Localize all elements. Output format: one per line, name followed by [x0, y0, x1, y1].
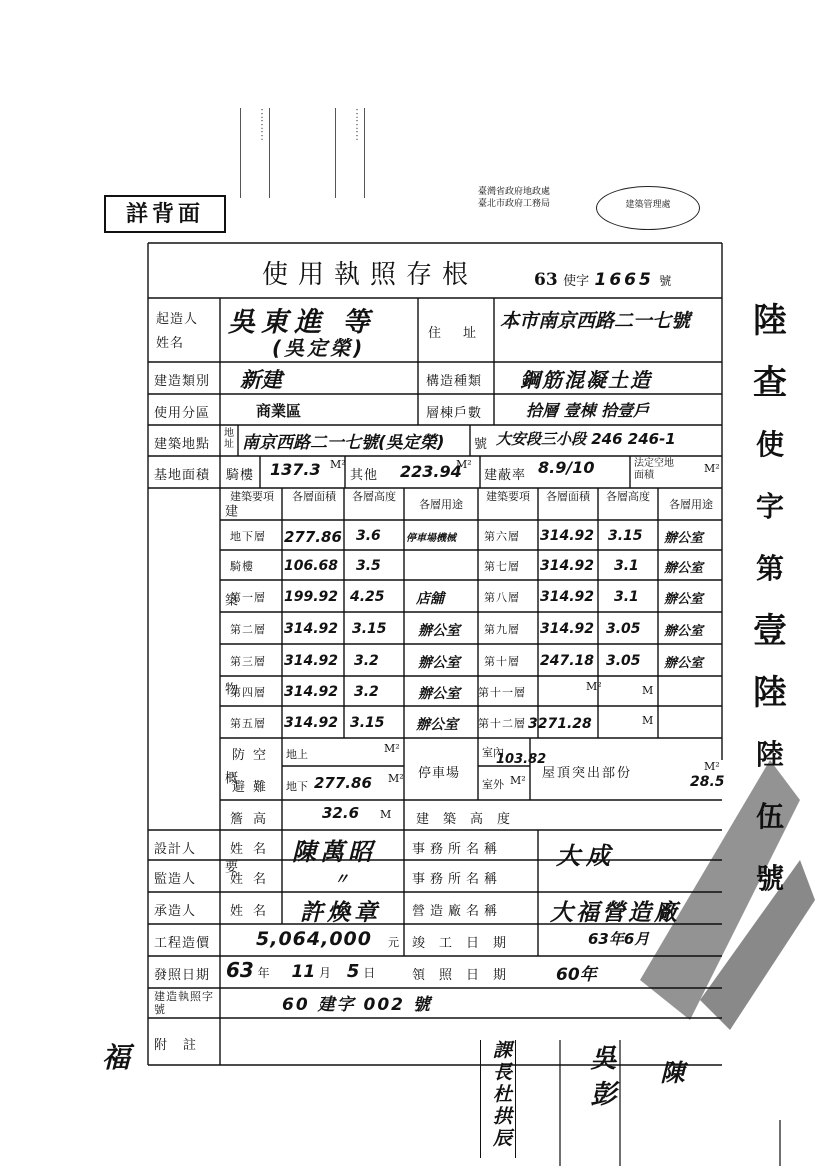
adjacent-char: 陸: [753, 301, 787, 341]
agency-stamp-line: 臺灣省政府地政處: [478, 187, 551, 197]
floor-height: 4.25: [350, 589, 385, 605]
floor-area: 314.92: [284, 621, 339, 637]
floor-label: 第十層: [484, 655, 520, 668]
floor-area: 314.92: [540, 558, 595, 574]
issue-day-unit: 日: [363, 966, 376, 980]
outdoor-label: 室外: [482, 778, 504, 791]
completion-date: 63年6月: [588, 930, 650, 948]
table-row: [220, 520, 478, 550]
issue-date: [226, 958, 375, 982]
contractor-label: 承造人: [154, 904, 197, 919]
floor-height: 3.1: [614, 589, 639, 605]
floor-use: 辦公室: [664, 561, 704, 576]
header-floor-right: 建築要項: [486, 490, 530, 503]
coverage: 8.9/10: [538, 458, 595, 477]
table-row: [478, 520, 722, 550]
header-use-left: 各層用途: [419, 498, 463, 511]
remarks-label: 附註: [154, 1038, 213, 1053]
table-row: [478, 644, 722, 676]
floor-height: 3.15: [350, 715, 385, 731]
floor-area: 314.92: [284, 684, 339, 700]
permit-label: 建造執照字號: [154, 990, 214, 1016]
open-space-label: 法定空地面積: [634, 458, 674, 481]
floor-height: 3.1: [614, 558, 639, 574]
adjacent-char: 字: [755, 490, 784, 523]
floor-use: 停車場機械: [406, 533, 456, 544]
floor-area: 199.92: [284, 589, 339, 605]
table-row: [220, 612, 478, 644]
floor-height: 3.15: [352, 621, 387, 637]
eave-height: 32.6: [322, 804, 360, 822]
table-row: [220, 706, 478, 738]
issue-label: 發照日期: [154, 968, 211, 983]
floor-use: 辦公室: [418, 623, 460, 639]
header-height-left: 各層高度: [352, 490, 396, 503]
adjacent-char: 第: [755, 552, 784, 585]
arcade-label: 騎樓: [226, 468, 255, 483]
location-label: 建築地點: [154, 437, 211, 452]
arcade-area: 137.3: [270, 460, 321, 479]
detail-on-back-stamp: 詳背面: [104, 195, 226, 233]
supervisor-office-label: 事務所名稱: [412, 872, 503, 887]
adjacent-char: 陸: [755, 738, 784, 771]
designer-label: 設計人: [154, 842, 197, 857]
floor-height: 3.5: [356, 558, 381, 574]
license-unit: 號: [659, 274, 672, 288]
floor-label: 地下層: [230, 530, 266, 543]
designer-name: 陳萬昭: [292, 838, 376, 866]
roof-height: 28.5: [690, 774, 725, 790]
supervisor-name: 〃: [334, 870, 350, 888]
table-row: [478, 676, 722, 706]
address-label: 住址: [428, 326, 499, 341]
floor-height: 3.2: [354, 684, 379, 700]
contractor-firm: 大福營造廠: [550, 900, 680, 926]
floors-label: 層棟戶數: [426, 406, 483, 421]
cost-value: 5,064,000: [256, 928, 372, 950]
receipt-label: 領照日期: [412, 968, 521, 983]
below-ground-unit: M²: [388, 772, 404, 785]
form-title: 使用執照存根: [262, 260, 479, 290]
supervisor-name-label: 姓名: [230, 872, 277, 887]
build-type-label: 建造類別: [154, 374, 211, 389]
eave-unit: M: [380, 808, 392, 821]
license-char: 使字: [563, 274, 590, 289]
below-ground-area: 277.86: [314, 774, 372, 792]
floor-label: 第十二層: [478, 717, 526, 730]
contractor-name: 許煥章: [300, 900, 381, 926]
table-row: [478, 580, 722, 612]
designer-office-label: 事務所名稱: [412, 842, 503, 857]
floor-area: 314.92: [284, 653, 339, 669]
floor-height: 3.05: [606, 653, 641, 669]
floor-area: 106.68: [284, 558, 339, 574]
floor-label: 第九層: [484, 623, 520, 636]
adjacent-char: 壹: [753, 611, 787, 651]
other-area: 223.94: [400, 462, 462, 481]
license-no: 1665: [594, 270, 654, 290]
floor-label: 第一層: [230, 591, 266, 604]
structure: 鋼筋混凝土造: [520, 368, 652, 392]
floor-label: 第五層: [230, 717, 266, 730]
above-ground-unit: M²: [384, 742, 400, 755]
adjacent-char: 查: [753, 363, 787, 403]
contractor-name-label: 姓名: [230, 904, 277, 919]
adjacent-sheet-text: [740, 290, 800, 910]
floor-label: 第七層: [484, 560, 520, 573]
supervisor-label: 監造人: [154, 872, 197, 887]
table-row: [220, 550, 478, 580]
floor-area-unit: M²: [586, 680, 602, 693]
header-area-left: 各層面積: [292, 490, 336, 503]
issue-day: 5: [346, 961, 360, 982]
zone: 商業區: [256, 402, 302, 420]
adjacent-char: 使: [755, 428, 784, 461]
floors: 拾層 壹棟 拾壹戶: [526, 401, 650, 420]
build-type: 新建: [240, 368, 282, 392]
floor-label: 第三層: [230, 655, 266, 668]
staff-seal: 吳彭: [586, 1044, 616, 1116]
agency-stamp-line: 臺北市政府工務局: [478, 199, 551, 209]
floor-label: 第六層: [484, 530, 520, 543]
owner-label: [156, 308, 198, 356]
open-space-unit: M²: [704, 462, 720, 475]
coverage-label: 建蔽率: [484, 468, 527, 483]
top-slip-left: ︙︙︙: [240, 108, 270, 198]
roof-label: 屋頂突出部份: [542, 766, 633, 781]
floor-label: 騎樓: [230, 560, 254, 573]
header-height-right: 各層高度: [606, 490, 650, 503]
header-use-right: 各層用途: [669, 498, 713, 511]
location-sub: 地址: [224, 428, 234, 450]
reviewer-seal: 陳: [656, 1060, 684, 1084]
header-floor-left: 建築要項: [230, 490, 274, 503]
above-ground-label: 地上: [286, 748, 308, 761]
structure-label: 構造種類: [426, 374, 483, 389]
floor-area: 277.86: [284, 528, 342, 546]
adjacent-char: 陸: [753, 673, 787, 713]
outdoor-unit: M²: [510, 774, 526, 787]
issue-month: 11: [291, 962, 316, 982]
floor-label: 第四層: [230, 686, 266, 699]
floor-height: 3.15: [608, 528, 643, 544]
parking-label: 停車場: [418, 766, 461, 781]
issue-year-unit: 年: [257, 966, 270, 980]
floor-use: 辦公室: [664, 592, 704, 607]
floor-area: 314.92: [284, 715, 339, 731]
floor-height: 3.2: [354, 653, 379, 669]
arcade-unit: M²: [330, 458, 346, 471]
site-area-label: 基地面積: [154, 468, 211, 483]
adjacent-char: 號: [755, 862, 784, 895]
floor-area: 3271.28: [528, 716, 592, 732]
floor-area: 314.92: [540, 621, 595, 637]
table-row: [478, 706, 722, 738]
license-number: [534, 270, 671, 290]
shelter-label-2: 避難: [232, 780, 275, 795]
below-ground-label: 地下: [286, 780, 308, 793]
adjacent-char: 伍: [755, 800, 784, 833]
indoor-parking: 103.82: [496, 752, 547, 767]
zone-label: 使用分區: [154, 406, 211, 421]
designer-name-label: 姓名: [230, 842, 277, 857]
floor-label: 第二層: [230, 623, 266, 636]
owner-label-line2: 姓名: [156, 336, 185, 351]
permit-number: 60 建字 002 號: [282, 995, 432, 1015]
building-height-label: 建築高度: [416, 812, 525, 827]
floor-use: 店舖: [416, 591, 444, 607]
license-year: 63: [534, 270, 558, 290]
lot-label: 號: [474, 437, 489, 452]
owner-name-alt: (吳定榮): [272, 336, 366, 360]
floor-area: 314.92: [540, 528, 595, 544]
floor-use: 辦公室: [664, 531, 704, 546]
other-label: 其他: [350, 468, 379, 483]
floor-area: 314.92: [540, 589, 595, 605]
completion-label: 竣工日期: [412, 936, 521, 951]
other-unit: M²: [456, 458, 472, 471]
table-row: [220, 644, 478, 676]
contractor-firm-label: 營造廠名稱: [412, 904, 503, 919]
cost-label: 工程造價: [154, 936, 211, 951]
building-section-text: 建築物概要: [222, 504, 237, 949]
floor-use: 辦公室: [418, 655, 460, 671]
roof-unit: M²: [704, 760, 720, 773]
shelter-label-1: 防空: [232, 748, 275, 763]
floor-label: 第十一層: [478, 686, 526, 699]
table-row: [478, 612, 722, 644]
floor-height: 3.6: [356, 528, 381, 544]
section-chief-seal: 課長杜拱辰: [480, 1040, 516, 1158]
lot: 大安段三小段 246 246-1: [496, 430, 676, 448]
eave-label: 簷高: [230, 812, 277, 827]
owner-address: 本市南京西路二一七號: [500, 310, 691, 332]
header-area-right: 各層面積: [546, 490, 590, 503]
issue-month-unit: 月: [319, 966, 332, 980]
margin-mark: 福: [102, 1041, 131, 1074]
designer-office: 大成: [556, 842, 616, 870]
receipt-date: 60年: [556, 965, 597, 985]
cost-unit: 元: [388, 936, 399, 949]
floor-area: 247.18: [540, 653, 595, 669]
floor-use: 辦公室: [664, 656, 704, 671]
floor-use: 辦公室: [664, 624, 704, 639]
floor-label: 第八層: [484, 591, 520, 604]
floor-height-unit: M: [642, 684, 654, 697]
table-row: [220, 676, 478, 706]
top-slip-right: ︙︙︙: [335, 108, 365, 198]
location: 南京西路二一七號(吳定榮): [242, 433, 445, 453]
owner-label-line1: 起造人: [156, 312, 199, 327]
floor-height-unit: M: [642, 714, 654, 727]
table-row: [220, 580, 478, 612]
floor-height: 3.05: [606, 621, 641, 637]
indoor-label: 室內: [482, 746, 504, 759]
issue-year: 63: [226, 958, 254, 982]
floor-use: 辦公室: [416, 717, 458, 733]
agency-stamp-line: 建築管理處: [625, 200, 671, 210]
table-row: [478, 550, 722, 580]
floor-use: 辦公室: [418, 686, 460, 702]
owner-name: 吳東進 等: [228, 307, 376, 338]
